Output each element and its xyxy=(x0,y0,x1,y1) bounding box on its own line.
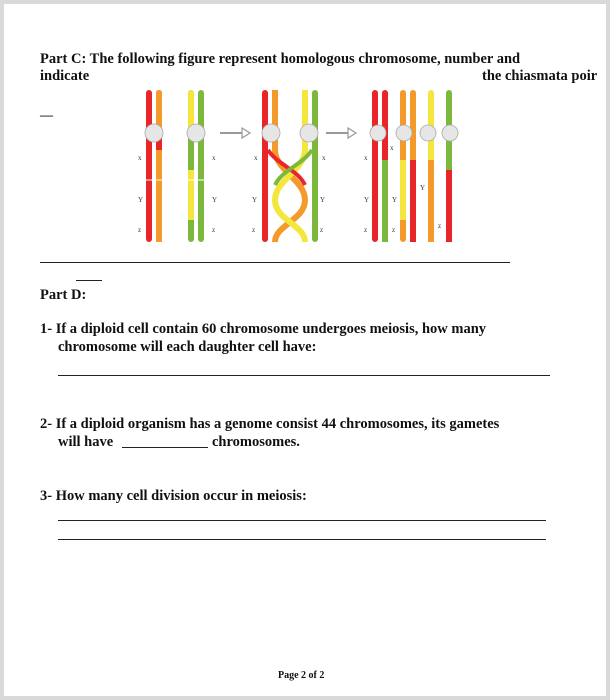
chromatid-red-1 xyxy=(146,90,152,242)
locus-y-2: Y xyxy=(212,196,218,204)
locus-x-4: x xyxy=(322,154,326,162)
chromatid-green-1 xyxy=(198,90,204,242)
chromatid-green-2 xyxy=(312,90,318,242)
question-1-line2: chromosome will each daughter cell have: xyxy=(58,339,317,355)
short-line xyxy=(76,280,102,281)
locus-z-5: z xyxy=(364,226,368,234)
locus-x-1: x xyxy=(138,154,142,162)
locus-y-7: Y xyxy=(420,184,426,192)
chromatid-3e-orange xyxy=(428,160,434,242)
chromosome-pair-1 xyxy=(144,90,206,242)
chromatid-red-2 xyxy=(262,90,268,242)
centromere-1b xyxy=(187,124,205,142)
centromere-3a xyxy=(370,125,386,141)
chromosome-pair-3 xyxy=(370,90,458,242)
locus-z-6: z xyxy=(392,226,396,234)
chromatid-red-3a xyxy=(372,90,378,242)
chromatid-3b-green xyxy=(382,160,388,242)
locus-y-5: Y xyxy=(364,196,370,204)
question-2-line2b: chromosomes. xyxy=(212,434,300,450)
page-number: Page 2 of 2 xyxy=(278,670,325,681)
question-2-line2a: will have xyxy=(58,434,114,450)
locus-x-2: x xyxy=(212,154,216,162)
answer-line-part-c[interactable] xyxy=(40,262,510,263)
chromatid-orange-1-lower xyxy=(156,150,162,242)
answer-blank-q2[interactable] xyxy=(122,447,208,448)
centromere-3b xyxy=(396,125,412,141)
arrow-2-icon xyxy=(326,128,356,138)
question-3: 3- How many cell division occur in meiosis: xyxy=(40,488,307,504)
locus-x-3: x xyxy=(254,154,258,162)
centromere-2a xyxy=(262,124,280,142)
centromere-3d xyxy=(442,125,458,141)
part-d-heading: Part D: xyxy=(40,287,87,303)
answer-line-q3b[interactable] xyxy=(58,539,546,540)
answer-dash: — xyxy=(40,107,53,122)
centromere-1a xyxy=(145,124,163,142)
locus-y-4: Y xyxy=(320,196,326,204)
locus-z-3: z xyxy=(252,226,256,234)
answer-line-q3a[interactable] xyxy=(58,520,546,521)
locus-y-1: Y xyxy=(138,196,144,204)
chromatid-3f-red xyxy=(446,170,452,242)
part-c-heading: Part C: The following figure represent homologous chromosome, number and xyxy=(40,51,521,67)
locus-z-4: z xyxy=(320,226,324,234)
question-2-line1: 2- If a diploid organism has a genome consist 44 chromosomes, its gametes xyxy=(40,416,500,432)
locus-y-3: Y xyxy=(252,196,258,204)
chromosome-pair-2 xyxy=(262,90,318,242)
arrow-1-icon xyxy=(220,128,250,138)
locus-z-7: z xyxy=(438,222,442,230)
question-1-line1: 1- If a diploid cell contain 60 chromosome undergoes meiosis, how many xyxy=(40,321,487,337)
chromatid-3d-red xyxy=(410,160,416,242)
chromatid-3c-yellow xyxy=(400,160,406,220)
centromere-3c xyxy=(420,125,436,141)
part-c-heading-right: the chiasmata poir xyxy=(482,68,598,84)
locus-z-1: z xyxy=(138,226,142,234)
locus-z-2: z xyxy=(212,226,216,234)
centromere-2b xyxy=(300,124,318,142)
part-c-heading-line2: indicate xyxy=(40,68,90,84)
locus-x-5: x xyxy=(364,154,368,162)
locus-x-6: x xyxy=(390,144,394,152)
chromatid-yellow-1-seg2 xyxy=(188,170,194,220)
answer-line-q1[interactable] xyxy=(58,375,550,376)
locus-y-6: Y xyxy=(392,196,398,204)
